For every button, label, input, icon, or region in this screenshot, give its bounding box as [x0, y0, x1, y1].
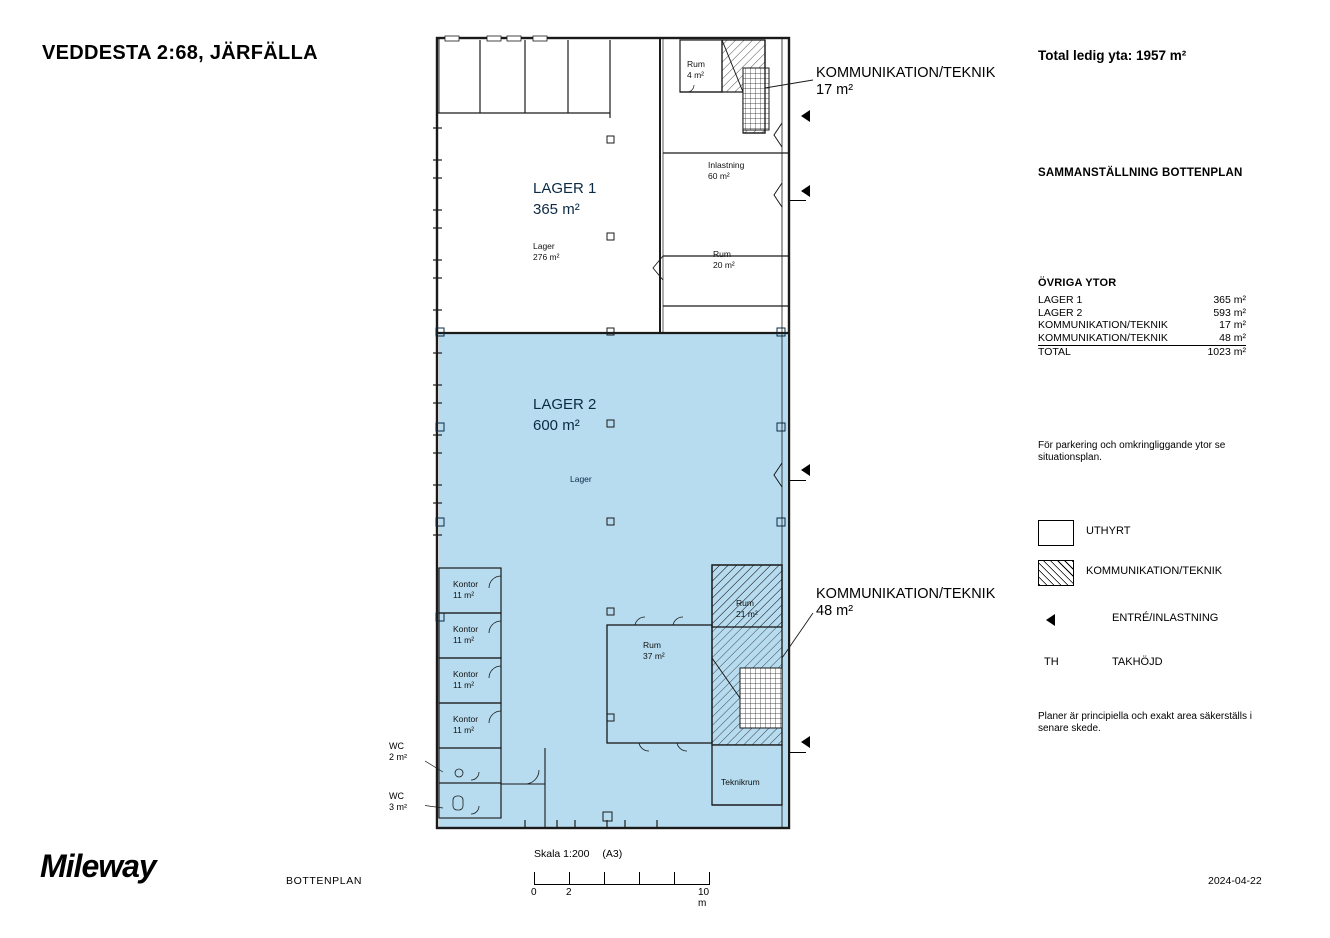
label-rum21-area: 21 m²: [736, 609, 758, 619]
scale-bar: [531, 848, 710, 909]
label-inlastning-name: Inlastning: [708, 160, 745, 170]
page-title: VEDDESTA 2:68, JÄRFÄLLA: [42, 42, 318, 64]
label-kontor2-area: 11 m²: [453, 635, 475, 645]
area-value: 48 m²: [1184, 332, 1246, 346]
total-value: 1023 m²: [1207, 346, 1246, 358]
area-value: 593 m²: [1213, 306, 1246, 319]
legend-item-uthyrt: [1038, 520, 1278, 546]
table-row: [1038, 294, 1246, 307]
label-wc1: [389, 741, 407, 763]
takhojd-code: TH: [1044, 656, 1059, 668]
label-kontor1-name: Kontor: [453, 579, 479, 589]
callout-line-2: 17 m²: [816, 82, 854, 98]
legend-label: UTHYRT: [1086, 525, 1131, 537]
callout-line-1: KOMMUNIKATION/TEKNIK: [816, 586, 996, 602]
label-lager1-sub-area: 276 m²: [533, 252, 560, 262]
label-kontor4-name: Kontor: [453, 714, 479, 724]
area-label: KOMMUNIKATION/TEKNIK: [1038, 332, 1184, 346]
table-row: [1038, 307, 1246, 320]
label-rum21-name: Rum: [736, 598, 754, 608]
label-lager1-sub-name: Lager: [533, 241, 555, 251]
label-lager2-area: 600 m²: [533, 417, 580, 434]
table-row-total: [1038, 346, 1246, 359]
entrance-arrow-icon-4: [801, 736, 810, 748]
entrance-arrow-icon-3: [801, 464, 810, 476]
label-rum37-name: Rum: [643, 640, 661, 650]
scale-tick-0: 0: [531, 887, 537, 898]
legend-item-entre: [1038, 611, 1278, 633]
label-kontor1-area: 11 m²: [453, 590, 475, 600]
scale-text: Skala 1:200: [534, 848, 590, 860]
other-areas-table: [1038, 294, 1246, 359]
scale-tick-labels: [531, 887, 710, 909]
legend-swatch-hatched: [1038, 560, 1074, 586]
total-area-label: Total ledig yta: 1957 m²: [1038, 48, 1187, 63]
entrance-arrow-icon-2: [801, 185, 810, 197]
label-wc2-area: 3 m²: [389, 802, 407, 812]
scale-tick-2: 2: [566, 887, 572, 898]
label-lager1-title: LAGER 1: [533, 180, 597, 197]
area-label: KOMMUNIKATION/TEKNIK: [1038, 319, 1168, 331]
footer-plan-name: BOTTENPLAN: [286, 875, 363, 887]
label-lager1-area: 365 m²: [533, 201, 580, 218]
label-rum20-area: 20 m²: [713, 260, 735, 270]
scale-ruler: [534, 872, 710, 885]
label-wc2-name: WC: [389, 791, 404, 801]
section-marker-1: [790, 200, 806, 201]
label-lager2-sub-name: Lager: [570, 474, 592, 484]
label-wc2: [389, 791, 407, 813]
entrance-arrow-icon: [1038, 611, 1072, 629]
callout-line-1: KOMMUNIKATION/TEKNIK: [816, 65, 996, 81]
section-marker-2: [790, 480, 806, 481]
footer-date: 2024-04-22: [1208, 875, 1262, 887]
scale-tick-10: 10 m: [698, 887, 710, 909]
summary-heading: SAMMANSTÄLLNING BOTTENPLAN: [1038, 167, 1243, 179]
area-label: LAGER 1: [1038, 294, 1083, 306]
total-label: TOTAL: [1038, 346, 1071, 358]
label-lager2-title: LAGER 2: [533, 396, 597, 413]
area-value: 365 m²: [1213, 294, 1246, 306]
parking-note: För parkering och omkringliggande ytor se situationsplan.: [1038, 440, 1226, 463]
label-wc1-area: 2 m²: [389, 752, 407, 762]
area-label: LAGER 2: [1038, 306, 1083, 319]
principle-note: Planer är principiella och exakt area säkerställs i senare skede.: [1038, 711, 1252, 734]
scale-label-row: [534, 848, 710, 860]
paper-size: (A3): [602, 848, 623, 860]
label-rum4-area: 4 m²: [687, 70, 704, 80]
floor-plan-drawing: [425, 28, 845, 843]
label-kontor4-area: 11 m²: [453, 725, 475, 735]
label-kontor2-name: Kontor: [453, 624, 479, 634]
callout-line-2: 48 m²: [816, 603, 854, 619]
label-teknikrum-name: Teknikrum: [721, 777, 760, 787]
label-kontor3-name: Kontor: [453, 669, 479, 679]
section-marker-3: [790, 752, 806, 753]
legend-swatch-uthyrt: [1038, 520, 1074, 546]
legend-item-takhojd: [1038, 655, 1278, 677]
legend-label: ENTRÉ/INLASTNING: [1112, 612, 1219, 624]
entrance-arrow-icon-1: [801, 110, 810, 122]
label-rum4-name: Rum: [687, 59, 705, 69]
label-rum20-name: Rum: [713, 249, 731, 259]
label-rum37-area: 37 m²: [643, 651, 665, 661]
label-wc1-name: WC: [389, 741, 404, 751]
area-value: 17 m²: [1219, 319, 1246, 331]
label-inlastning-area: 60 m²: [708, 171, 730, 181]
legend-item-kommunikation: [1038, 560, 1278, 586]
legend-label: TAKHÖJD: [1112, 656, 1163, 668]
table-row: [1038, 319, 1246, 332]
mileway-logo: Mileway: [40, 848, 156, 884]
label-kontor3-area: 11 m²: [453, 680, 475, 690]
legend-label: KOMMUNIKATION/TEKNIK: [1086, 565, 1223, 577]
other-areas-heading: ÖVRIGA YTOR: [1038, 277, 1117, 289]
table-row: [1038, 332, 1246, 346]
